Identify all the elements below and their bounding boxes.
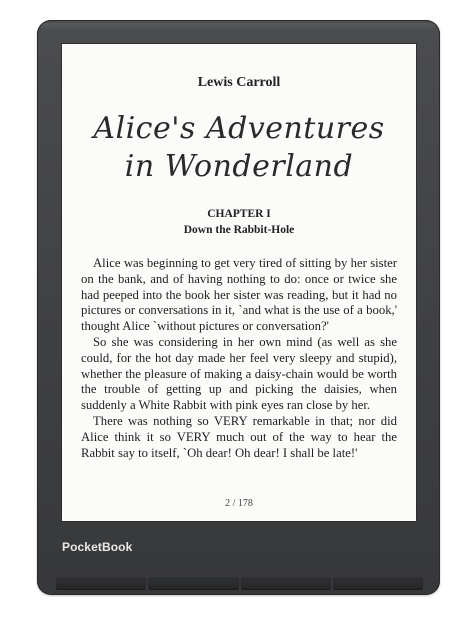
book-title-line-1: Alice's Adventures	[93, 111, 385, 146]
book-author: Lewis Carroll	[197, 75, 281, 90]
paragraph: So she was considering in her own mind (as well as she could, for the hot day made her feel very sleepy and stupid), whether the pleasure of making a daisy-chain would be worth the trouble of getting up and picking the daisies, when suddenly a White Rabbit with pink eyes ran close by her.	[81, 334, 397, 413]
chapter-text	[81, 256, 397, 461]
paragraph: There was nothing so VERY remarkable in that; nor did Alice think it so VERY much out of the way to hear the Rabbit say to itself, `Oh dear! Oh dear! I shall be late!'	[81, 413, 397, 460]
chapter-number: CHAPTER I	[207, 208, 271, 220]
paragraph: Alice was beginning to get very tired of sitting by her sister on the bank, and of having nothing to do: once or twice she had peeped into the book her sister was reading, but it had no pictures or conversations in it, `and what is the use of a book,' thought Alice `without pictures or conversation?'	[81, 256, 397, 334]
hardware-buttons	[56, 577, 423, 589]
book-title-line-2: in Wonderland	[124, 149, 354, 184]
page-indicator: 2 / 178	[225, 498, 253, 509]
brand-logo: PocketBook	[62, 540, 133, 554]
menu-button[interactable]	[333, 577, 423, 590]
book-title	[62, 110, 416, 186]
home-button[interactable]	[56, 577, 146, 590]
page-forward-button[interactable]	[241, 577, 331, 590]
ereader-screen[interactable]	[62, 44, 416, 521]
page-back-button[interactable]	[148, 577, 238, 590]
chapter-title: Down the Rabbit-Hole	[183, 224, 295, 236]
